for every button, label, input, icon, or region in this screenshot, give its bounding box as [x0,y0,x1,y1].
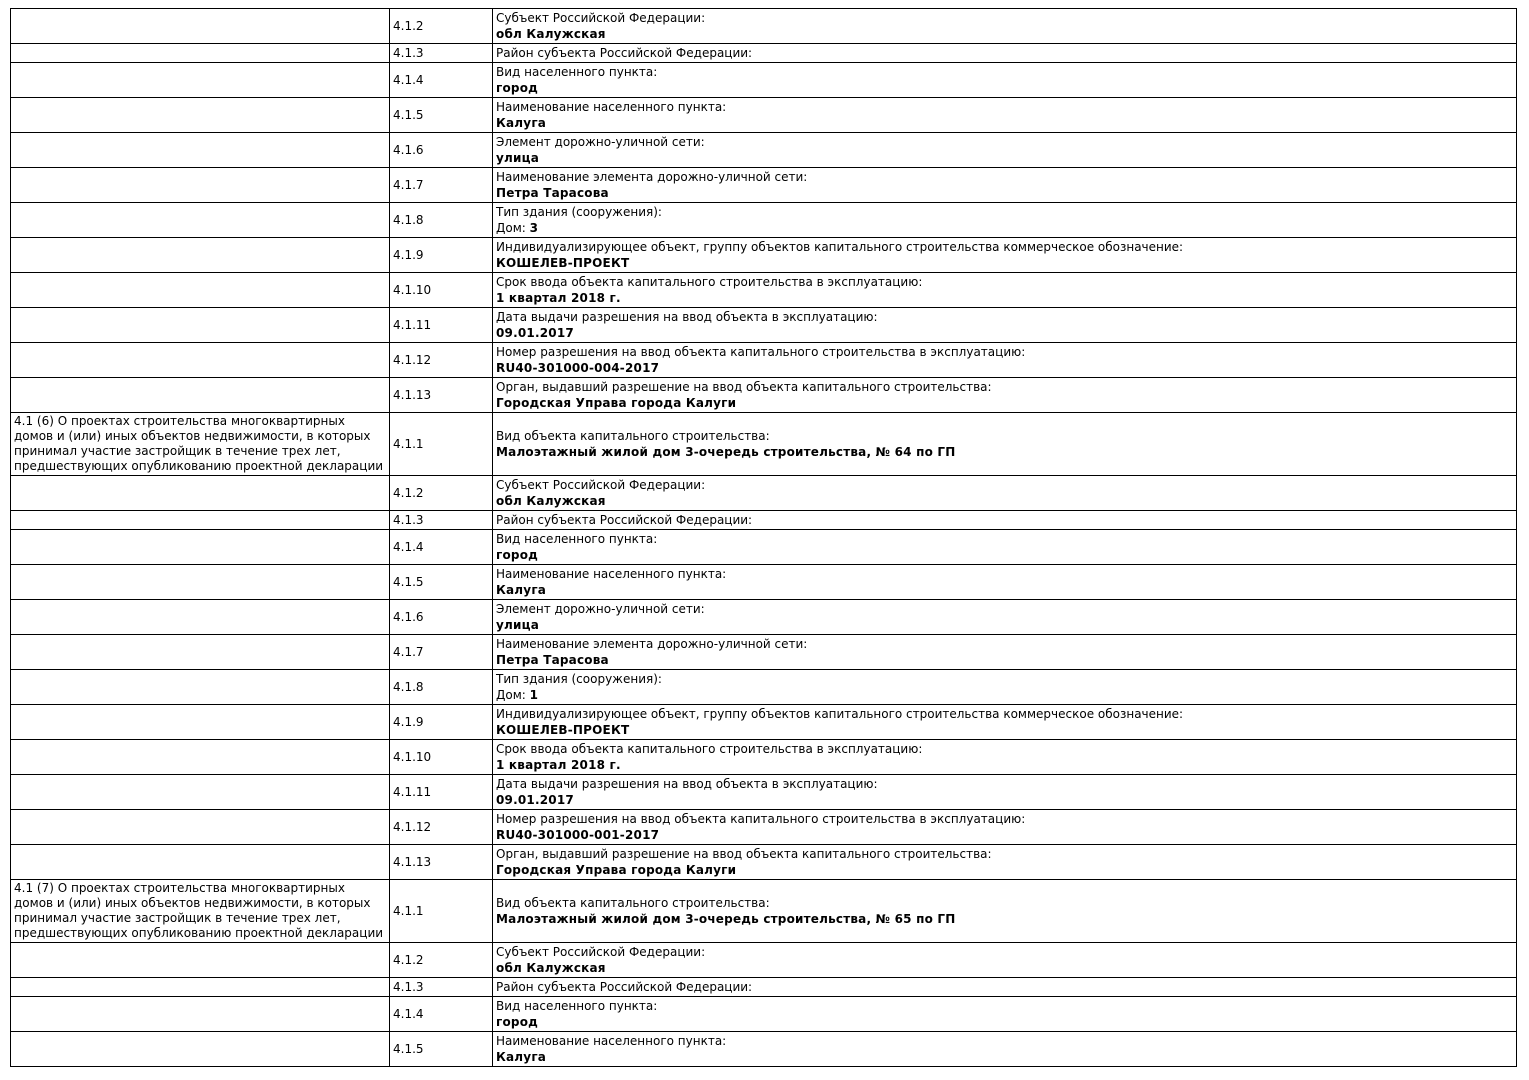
field-value: улица [496,618,540,632]
field-cell [493,670,1517,705]
field-value-line [496,862,1513,878]
row-number: 4.1.4 [393,73,424,87]
table-row [11,44,1517,63]
section-cell [11,378,390,413]
row-number: 4.1.10 [393,750,432,764]
declaration-table [10,8,1517,1067]
row-number: 4.1.2 [393,953,424,967]
field-label: Элемент дорожно-уличной сети: [496,135,705,149]
field-cell [493,775,1517,810]
field-value: RU40-301000-001-2017 [496,828,660,842]
section-cell [11,943,390,978]
field-value-line [496,444,1513,460]
field-label: Индивидуализирующее объект, группу объектов капитального строительства коммерческое обозначение: [496,707,1184,721]
field-cell [493,238,1517,273]
field-value: город [496,1015,539,1029]
row-number-cell [390,670,493,705]
row-number-cell [390,343,493,378]
section-cell [11,98,390,133]
table-row [11,238,1517,273]
field-value-line [496,617,1513,633]
field-value: 09.01.2017 [496,793,574,807]
row-number: 4.1.7 [393,178,424,192]
section-cell [11,1032,390,1067]
field-label: Элемент дорожно-уличной сети: [496,602,705,616]
field-cell [493,273,1517,308]
field-value-line [496,757,1513,773]
table-row [11,9,1517,44]
field-cell [493,44,1517,63]
field-value: обл Калужская [496,494,606,508]
table-row [11,308,1517,343]
field-label: Номер разрешения на ввод объекта капитального строительства в эксплуатацию: [496,812,1026,826]
field-cell [493,343,1517,378]
field-value-line [496,150,1513,166]
table-row [11,635,1517,670]
field-value-line [496,185,1513,201]
row-number-cell [390,978,493,997]
row-number: 4.1.3 [393,513,424,527]
field-label: Орган, выдавший разрешение на ввод объекта капитального строительства: [496,847,992,861]
field-label: Срок ввода объекта капитального строительства в эксплуатацию: [496,275,923,289]
row-number: 4.1.8 [393,680,424,694]
section-cell [11,978,390,997]
field-cell [493,378,1517,413]
table-row [11,740,1517,775]
row-number-cell [390,98,493,133]
field-value-line [496,792,1513,808]
row-number-cell [390,775,493,810]
table-row [11,476,1517,511]
section-cell [11,273,390,308]
row-number: 4.1.13 [393,388,432,402]
row-number-cell [390,476,493,511]
field-label: Вид населенного пункта: [496,532,658,546]
field-cell [493,880,1517,943]
field-label: Вид населенного пункта: [496,65,658,79]
field-cell [493,943,1517,978]
row-number: 4.1.10 [393,283,432,297]
section-cell [11,530,390,565]
field-value-line [496,80,1513,96]
row-number-cell [390,600,493,635]
field-value-prefix: Дом: [496,221,530,235]
field-label: Номер разрешения на ввод объекта капитального строительства в эксплуатацию: [496,345,1026,359]
section-cell [11,168,390,203]
field-value: 09.01.2017 [496,326,574,340]
section-cell [11,775,390,810]
field-label: Наименование населенного пункта: [496,1034,727,1048]
field-cell [493,705,1517,740]
field-cell [493,203,1517,238]
section-description: 4.1 (6) О проектах строительства многоквартирных домов и (или) иных объектов недвижимости, в которых принимал участие застройщик в течение трех лет, предшествующих опубликованию проектной декларации [14,414,384,473]
field-cell [493,168,1517,203]
row-number: 4.1.1 [393,904,424,918]
row-number-cell [390,810,493,845]
declaration-table-body [11,9,1517,1067]
table-row [11,63,1517,98]
field-value: город [496,548,539,562]
row-number-cell [390,511,493,530]
field-value: Калуга [496,1050,547,1064]
field-value-line [496,493,1513,509]
row-number: 4.1.12 [393,820,432,834]
row-number: 4.1.2 [393,486,424,500]
row-number: 4.1.9 [393,248,424,262]
field-value-line [496,395,1513,411]
field-value-line [496,220,1513,236]
field-label: Наименование элемента дорожно-уличной сети: [496,637,808,651]
row-number: 4.1.2 [393,19,424,33]
field-label: Наименование населенного пункта: [496,100,727,114]
table-row [11,133,1517,168]
field-value-line [496,960,1513,976]
table-row [11,845,1517,880]
row-number-cell [390,1032,493,1067]
field-cell [493,845,1517,880]
table-row [11,565,1517,600]
field-value: 3 [529,221,539,235]
row-number: 4.1.5 [393,575,424,589]
field-label: Наименование населенного пункта: [496,567,727,581]
field-value: Малоэтажный жилой дом 3-очередь строительства, № 65 по ГП [496,912,956,926]
field-label: Вид населенного пункта: [496,999,658,1013]
row-number-cell [390,308,493,343]
row-number-cell [390,133,493,168]
row-number-cell [390,44,493,63]
section-cell [11,413,390,476]
field-cell [493,1032,1517,1067]
field-label: Орган, выдавший разрешение на ввод объекта капитального строительства: [496,380,992,394]
field-label: Индивидуализирующее объект, группу объектов капитального строительства коммерческое обозначение: [496,240,1184,254]
row-number: 4.1.9 [393,715,424,729]
row-number: 4.1.7 [393,645,424,659]
section-cell [11,133,390,168]
field-label: Район субъекта Российской Федерации: [496,980,753,994]
field-cell [493,740,1517,775]
field-cell [493,635,1517,670]
field-value-line [496,827,1513,843]
table-row [11,413,1517,476]
row-number-cell [390,273,493,308]
section-cell [11,9,390,44]
row-number-cell [390,9,493,44]
field-cell [493,476,1517,511]
row-number-cell [390,203,493,238]
field-value: 1 [529,688,539,702]
field-value-line [496,722,1513,738]
field-value-line [496,911,1513,927]
field-value: Петра Тарасова [496,653,609,667]
table-row [11,705,1517,740]
field-value: Малоэтажный жилой дом 3-очередь строительства, № 64 по ГП [496,445,956,459]
field-label: Субъект Российской Федерации: [496,478,706,492]
field-value: КОШЕЛЕВ-ПРОЕКТ [496,256,630,270]
section-cell [11,565,390,600]
row-number: 4.1.13 [393,855,432,869]
row-number-cell [390,705,493,740]
section-cell [11,705,390,740]
field-value: обл Калужская [496,961,606,975]
section-cell [11,740,390,775]
field-value-prefix: Дом: [496,688,530,702]
field-value: Калуга [496,116,547,130]
field-cell [493,9,1517,44]
section-cell [11,600,390,635]
table-row [11,168,1517,203]
table-row [11,997,1517,1032]
row-number: 4.1.6 [393,143,424,157]
table-row [11,98,1517,133]
section-cell [11,476,390,511]
field-value: КОШЕЛЕВ-ПРОЕКТ [496,723,630,737]
row-number: 4.1.4 [393,540,424,554]
section-description: 4.1 (7) О проектах строительства многоквартирных домов и (или) иных объектов недвижимости, в которых принимал участие застройщик в течение трех лет, предшествующих опубликованию проектной декларации [14,881,384,940]
row-number: 4.1.3 [393,980,424,994]
field-cell [493,600,1517,635]
table-row [11,273,1517,308]
field-label: Вид объекта капитального строительства: [496,896,770,910]
field-label: Субъект Российской Федерации: [496,11,706,25]
field-label: Район субъекта Российской Федерации: [496,46,753,60]
table-row [11,775,1517,810]
row-number-cell [390,63,493,98]
field-value-line [496,582,1513,598]
table-row [11,530,1517,565]
field-value-line [496,325,1513,341]
field-value-line [496,547,1513,563]
field-value-line [496,360,1513,376]
table-row [11,1032,1517,1067]
section-cell [11,880,390,943]
field-value: Калуга [496,583,547,597]
field-cell [493,98,1517,133]
section-cell [11,810,390,845]
row-number-cell [390,413,493,476]
field-cell [493,530,1517,565]
row-number: 4.1.1 [393,437,424,451]
table-row [11,810,1517,845]
table-row [11,511,1517,530]
field-cell [493,810,1517,845]
field-cell [493,413,1517,476]
field-value-line [496,290,1513,306]
field-value: город [496,81,539,95]
row-number: 4.1.4 [393,1007,424,1021]
field-label: Наименование элемента дорожно-уличной сети: [496,170,808,184]
field-value: 1 квартал 2018 г. [496,291,621,305]
table-row [11,600,1517,635]
field-label: Вид объекта капитального строительства: [496,429,770,443]
section-cell [11,44,390,63]
row-number-cell [390,378,493,413]
field-label: Район субъекта Российской Федерации: [496,513,753,527]
row-number-cell [390,880,493,943]
row-number: 4.1.5 [393,1042,424,1056]
field-label: Субъект Российской Федерации: [496,945,706,959]
field-value: Городская Управа города Калуги [496,863,737,877]
field-label: Дата выдачи разрешения на ввод объекта в эксплуатацию: [496,777,878,791]
row-number-cell [390,168,493,203]
field-cell [493,133,1517,168]
table-row [11,203,1517,238]
row-number: 4.1.8 [393,213,424,227]
row-number-cell [390,635,493,670]
row-number-cell [390,530,493,565]
row-number: 4.1.11 [393,785,432,799]
row-number: 4.1.6 [393,610,424,624]
field-value: RU40-301000-004-2017 [496,361,660,375]
section-cell [11,63,390,98]
row-number-cell [390,997,493,1032]
section-cell [11,845,390,880]
field-value-line [496,115,1513,131]
section-cell [11,238,390,273]
section-cell [11,635,390,670]
row-number-cell [390,238,493,273]
field-value-line [496,26,1513,42]
field-value: улица [496,151,540,165]
table-row [11,378,1517,413]
section-cell [11,511,390,530]
field-label: Тип здания (сооружения): [496,672,662,686]
field-cell [493,565,1517,600]
section-cell [11,343,390,378]
field-value-line [496,652,1513,668]
row-number-cell [390,943,493,978]
field-value-line [496,1014,1513,1030]
field-value-line [496,255,1513,271]
row-number: 4.1.5 [393,108,424,122]
table-row [11,880,1517,943]
field-cell [493,978,1517,997]
field-label: Дата выдачи разрешения на ввод объекта в эксплуатацию: [496,310,878,324]
row-number: 4.1.3 [393,46,424,60]
row-number-cell [390,565,493,600]
section-cell [11,308,390,343]
section-cell [11,997,390,1032]
field-value: 1 квартал 2018 г. [496,758,621,772]
section-cell [11,670,390,705]
field-label: Срок ввода объекта капитального строительства в эксплуатацию: [496,742,923,756]
field-value-line [496,1049,1513,1065]
field-value-line [496,687,1513,703]
field-label: Тип здания (сооружения): [496,205,662,219]
field-cell [493,511,1517,530]
table-row [11,943,1517,978]
row-number-cell [390,845,493,880]
table-row [11,978,1517,997]
field-value: обл Калужская [496,27,606,41]
row-number: 4.1.11 [393,318,432,332]
field-cell [493,308,1517,343]
table-row [11,670,1517,705]
field-cell [493,63,1517,98]
section-cell [11,203,390,238]
field-value: Городская Управа города Калуги [496,396,737,410]
row-number-cell [390,740,493,775]
table-row [11,343,1517,378]
field-cell [493,997,1517,1032]
field-value: Петра Тарасова [496,186,609,200]
row-number: 4.1.12 [393,353,432,367]
